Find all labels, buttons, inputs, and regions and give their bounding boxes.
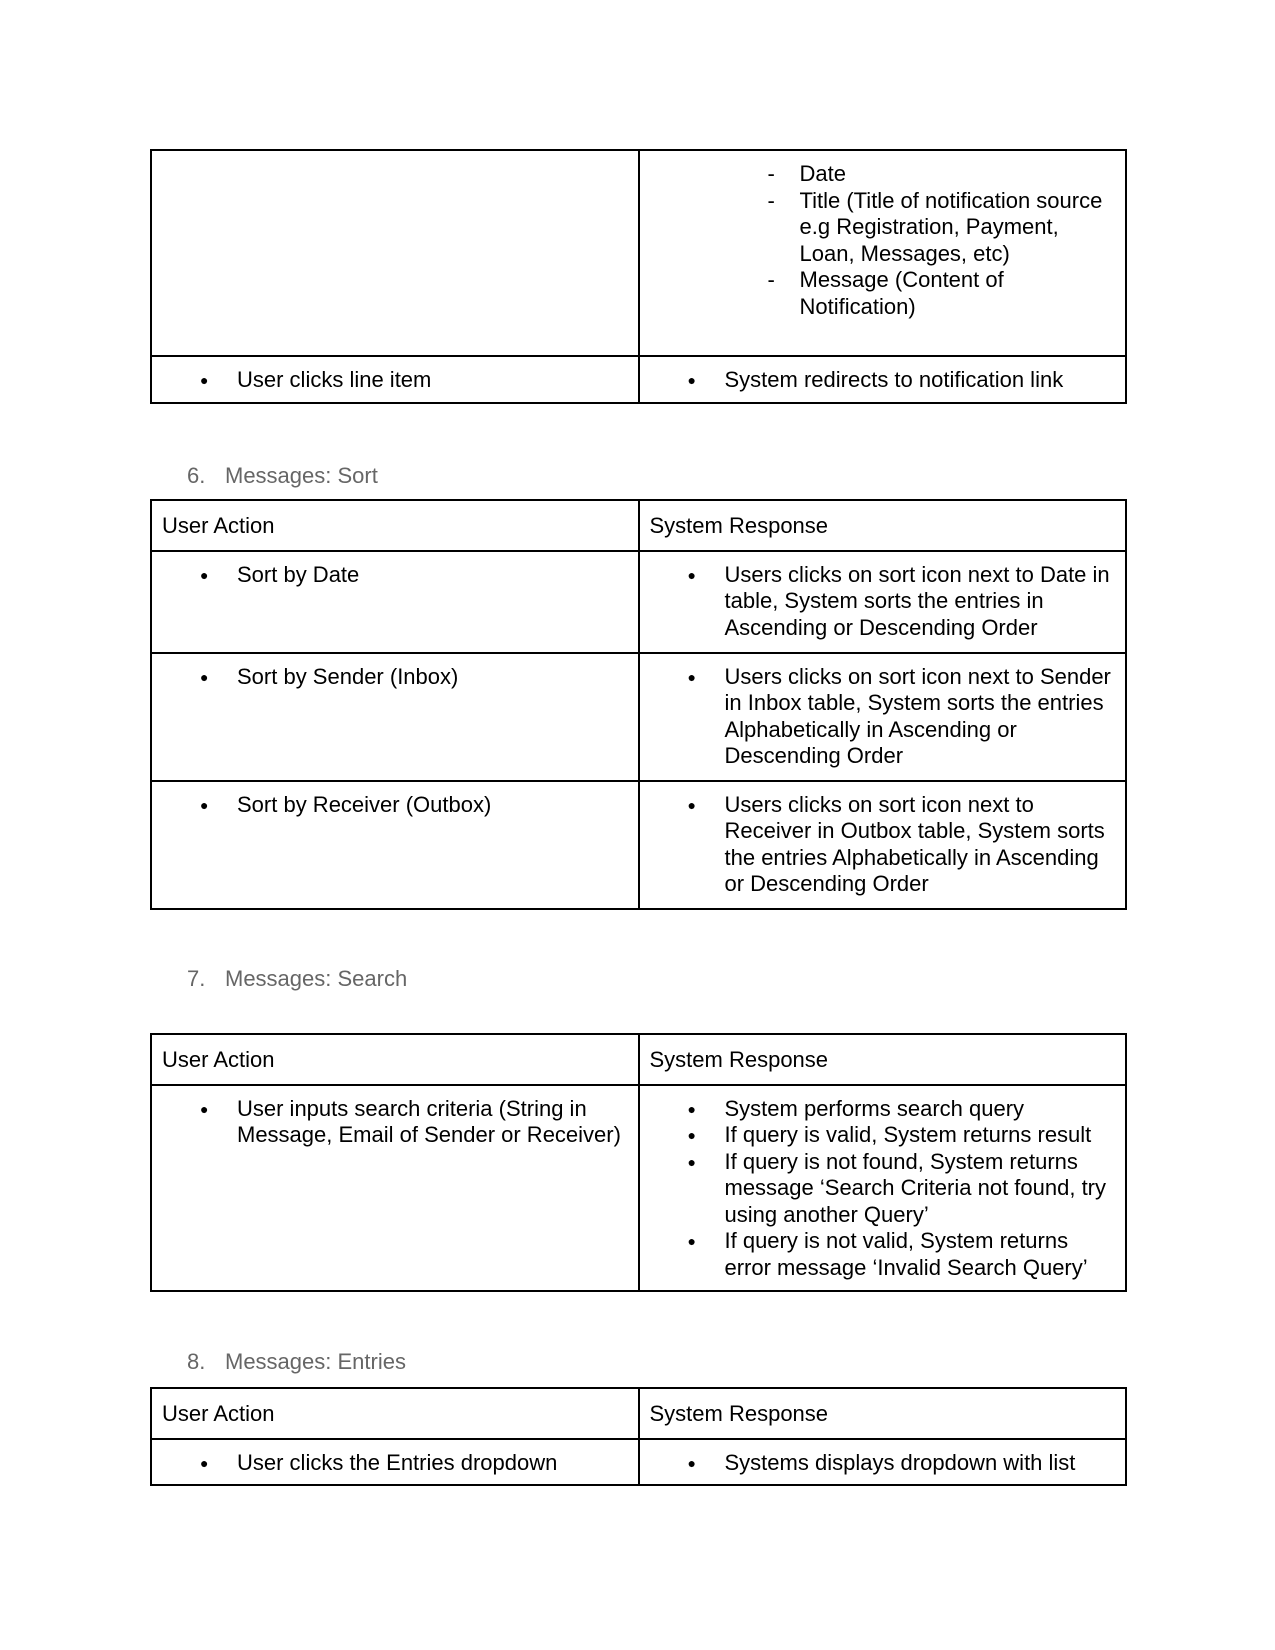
table-header-row xyxy=(151,1388,1126,1439)
section-heading-sort xyxy=(187,463,378,489)
system-response-cell xyxy=(639,781,1127,909)
list-item: ● Users clicks on sort icon next to Receiver in Outbox table, System sorts the entries Alphabetically in Ascending or Descending Order xyxy=(650,792,1116,898)
table-row xyxy=(151,1085,1126,1291)
section-title: Messages: Sort xyxy=(225,463,378,488)
sort-table xyxy=(150,499,1127,910)
section-heading-entries xyxy=(187,1349,406,1375)
list-item: - Title (Title of notification source e.g Registration, Payment, Loan, Messages, etc) xyxy=(650,188,1116,268)
system-response-cell xyxy=(639,653,1127,781)
notification-table xyxy=(150,149,1127,404)
system-response-cell xyxy=(639,150,1127,356)
table-row xyxy=(151,1439,1126,1486)
column-header-user-action: User Action xyxy=(151,1388,639,1439)
column-header-system-response: System Response xyxy=(639,1034,1127,1085)
list-item: ● Sort by Date xyxy=(162,562,628,589)
table-row xyxy=(151,551,1126,653)
list-item: ● Users clicks on sort icon next to Sender in Inbox table, System sorts the entries Alphabetically in Ascending or Descending Order xyxy=(650,664,1116,770)
user-action-cell xyxy=(151,150,639,356)
search-table xyxy=(150,1033,1127,1292)
table-row xyxy=(151,356,1126,403)
table-row xyxy=(151,781,1126,909)
section-number: 7. xyxy=(187,966,206,991)
table-row xyxy=(151,150,1126,356)
list-item: ● If query is valid, System returns result xyxy=(650,1122,1116,1149)
field-list xyxy=(650,161,1116,320)
list-item: ● System redirects to notification link xyxy=(650,367,1116,394)
column-header-user-action: User Action xyxy=(151,1034,639,1085)
list-item: ● User inputs search criteria (String in Message, Email of Sender or Receiver) xyxy=(162,1096,628,1149)
user-action-cell xyxy=(151,653,639,781)
user-action-cell xyxy=(151,1439,639,1486)
user-action-cell xyxy=(151,356,639,403)
section-number: 6. xyxy=(187,463,206,488)
list-item: - Message (Content of Notification) xyxy=(650,267,1116,320)
list-item: - Date xyxy=(650,161,1116,188)
section-heading-search xyxy=(187,966,407,992)
list-item: ● If query is not valid, System returns error message ‘Invalid Search Query’ xyxy=(650,1228,1116,1281)
user-action-cell xyxy=(151,551,639,653)
list-item: ● Systems displays dropdown with list xyxy=(650,1450,1116,1477)
section-number: 8. xyxy=(187,1349,206,1374)
system-response-cell xyxy=(639,1085,1127,1291)
list-item: ● Sort by Receiver (Outbox) xyxy=(162,792,628,819)
list-item: ● Sort by Sender (Inbox) xyxy=(162,664,628,691)
user-action-cell xyxy=(151,781,639,909)
section-title: Messages: Search xyxy=(225,966,408,991)
list-item: ● If query is not found, System returns message ‘Search Criteria not found, try using another Query’ xyxy=(650,1149,1116,1229)
system-response-cell xyxy=(639,1439,1127,1486)
column-header-system-response: System Response xyxy=(639,1388,1127,1439)
column-header-user-action: User Action xyxy=(151,500,639,551)
entries-table xyxy=(150,1387,1127,1486)
section-title: Messages: Entries xyxy=(225,1349,406,1374)
user-action-cell xyxy=(151,1085,639,1291)
system-response-cell xyxy=(639,356,1127,403)
table-header-row xyxy=(151,1034,1126,1085)
table-row xyxy=(151,653,1126,781)
list-item: ● User clicks the Entries dropdown xyxy=(162,1450,628,1477)
column-header-system-response: System Response xyxy=(639,500,1127,551)
list-item: ● System performs search query xyxy=(650,1096,1116,1123)
list-item: ● Users clicks on sort icon next to Date in table, System sorts the entries in Ascending or Descending Order xyxy=(650,562,1116,642)
system-response-cell xyxy=(639,551,1127,653)
table-header-row xyxy=(151,500,1126,551)
list-item: ● User clicks line item xyxy=(162,367,628,394)
